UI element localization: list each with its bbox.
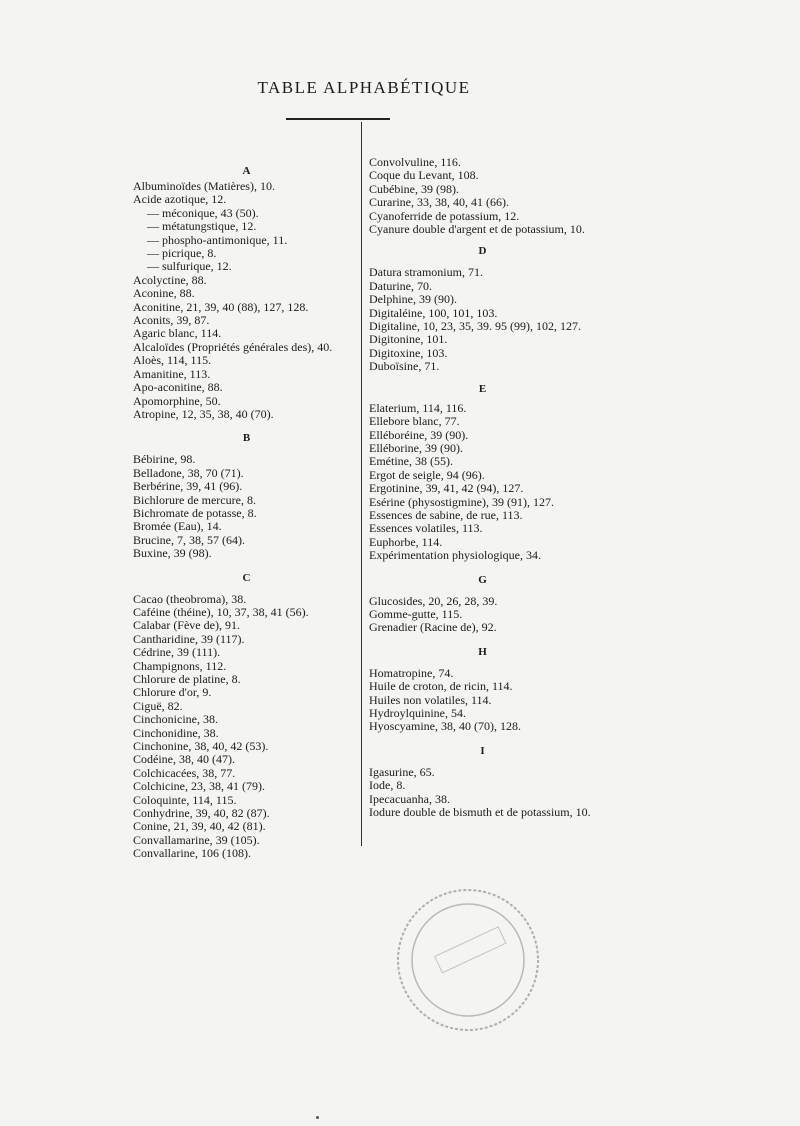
index-entry: Digitoxine, 103. bbox=[369, 345, 448, 360]
title-rule bbox=[286, 118, 390, 120]
index-entry: Cacao (theobroma), 38. bbox=[133, 591, 247, 606]
index-entry: Cyanoferride de potassium, 12. bbox=[369, 208, 520, 223]
index-entry: Cinchonine, 38, 40, 42 (53). bbox=[133, 739, 269, 754]
index-entry: Alcaloïdes (Propriétés générales des), 40. bbox=[133, 339, 333, 354]
index-entry: Convallarine, 106 (108). bbox=[133, 846, 251, 861]
index-entry: Grenadier (Racine de), 92. bbox=[369, 620, 497, 635]
index-entry: Colchicine, 23, 38, 41 (79). bbox=[133, 779, 265, 794]
column-divider bbox=[361, 122, 362, 846]
index-entry: Aloès, 114, 115. bbox=[133, 353, 212, 368]
index-entry: Ellebore blanc, 77. bbox=[369, 414, 460, 429]
index-entry: Brucine, 7, 38, 57 (64). bbox=[133, 532, 245, 547]
index-entry: Agaric blanc, 114. bbox=[133, 326, 222, 341]
index-entry: Amanitine, 113. bbox=[133, 366, 211, 381]
index-entry: Elléborine, 39 (90). bbox=[369, 440, 463, 455]
index-entry: Iode, 8. bbox=[369, 778, 406, 793]
index-entry: Datura stramonium, 71. bbox=[369, 265, 483, 280]
index-entry: Esérine (physostigmine), 39 (91), 127. bbox=[369, 494, 554, 509]
index-entry: Bichlorure de mercure, 8. bbox=[133, 492, 256, 507]
index-entry: Ipecacuanha, 38. bbox=[369, 791, 450, 806]
section-letter: C bbox=[242, 571, 252, 584]
index-entry: Homatropine, 74. bbox=[369, 665, 454, 680]
index-entry: Hyoscyamine, 38, 40 (70), 128. bbox=[369, 719, 521, 734]
section-letter: A bbox=[242, 165, 252, 177]
index-entry: Cantharidine, 39 (117). bbox=[133, 631, 245, 646]
index-entry: Aconitine, 21, 39, 40 (88), 127, 128. bbox=[133, 299, 309, 314]
index-entry: — phospho-antimonique, 11. bbox=[147, 232, 288, 247]
index-entry: Cinchonicine, 38. bbox=[133, 712, 218, 727]
index-entry: Gomme-gutte, 115. bbox=[369, 606, 463, 621]
index-entry: Coloquinte, 114, 115. bbox=[133, 792, 237, 807]
index-entry: Iodure double de bismuth et de potassium, 10. bbox=[369, 805, 591, 820]
index-entry: Convolvuline, 116. bbox=[369, 155, 461, 169]
index-entry: — méconique, 43 (50). bbox=[147, 205, 259, 220]
index-entry: — picrique, 8. bbox=[147, 246, 217, 261]
index-entry: Huile de croton, de ricin, 114. bbox=[369, 679, 513, 694]
section-letter: H bbox=[478, 645, 488, 658]
index-entry: Elaterium, 114, 116. bbox=[369, 400, 467, 415]
index-entry: Berbérine, 39, 41 (96). bbox=[133, 479, 243, 494]
index-entry: Buxine, 39 (98). bbox=[133, 546, 212, 561]
index-entry: Apo-aconitine, 88. bbox=[133, 380, 223, 395]
page-title: TABLE ALPHABÉTIQUE bbox=[257, 78, 471, 97]
index-entry: Albuminoïdes (Matières), 10. bbox=[133, 179, 275, 193]
index-entry: Daturine, 70. bbox=[369, 278, 432, 293]
index-entry: Elléboréine, 39 (90). bbox=[369, 427, 469, 442]
index-column-right bbox=[369, 148, 597, 819]
index-entry: Digitonine, 101. bbox=[369, 332, 448, 347]
index-entry: Curarine, 33, 38, 40, 41 (66). bbox=[369, 195, 509, 210]
index-entry: Glucosides, 20, 26, 28, 39. bbox=[369, 593, 498, 608]
index-entry: Conine, 21, 39, 40, 42 (81). bbox=[133, 819, 266, 834]
index-entry: Bromée (Eau), 14. bbox=[133, 519, 222, 534]
index-entry: Cyanure double d'argent et de potassium, 10. bbox=[369, 222, 585, 237]
index-entry: Acide azotique, 12. bbox=[133, 192, 227, 207]
index-entry: Aconits, 39, 87. bbox=[133, 313, 210, 328]
index-entry: Codéine, 38, 40 (47). bbox=[133, 752, 235, 767]
index-entry: — sulfurique, 12. bbox=[147, 259, 232, 274]
index-entry: Belladone, 38, 70 (71). bbox=[133, 465, 244, 480]
index-entry: Coque du Levant, 108. bbox=[369, 168, 479, 183]
index-entry: Huiles non volatiles, 114. bbox=[369, 692, 492, 707]
index-entry: Aconine, 88. bbox=[133, 286, 195, 301]
index-entry: Cinchonidine, 38. bbox=[133, 725, 219, 740]
index-entry: Colchicacées, 38, 77. bbox=[133, 765, 236, 780]
library-stamp bbox=[388, 880, 548, 1040]
index-entry: Hydroylquinine, 54. bbox=[369, 706, 466, 720]
index-entry: Cédrine, 39 (111). bbox=[133, 645, 221, 660]
index-entry: Acolyctine, 88. bbox=[133, 272, 207, 287]
index-entry: Delphine, 39 (90). bbox=[369, 292, 457, 307]
index-entry: Emétine, 38 (55). bbox=[369, 454, 453, 469]
index-entry: Duboïsine, 71. bbox=[369, 359, 440, 374]
index-entry: Ergot de seigle, 94 (96). bbox=[369, 467, 485, 482]
section-letter: I bbox=[480, 744, 486, 757]
index-column-left bbox=[133, 148, 361, 861]
index-entry: Ciguë, 82. bbox=[133, 698, 183, 713]
index-entry: Convallamarine, 39 (105). bbox=[133, 832, 260, 847]
index-entry: Cubébine, 39 (98). bbox=[369, 181, 459, 196]
index-entry: Atropine, 12, 35, 38, 40 (70). bbox=[133, 406, 274, 421]
index-entry: Igasurine, 65. bbox=[369, 764, 435, 779]
index-entry: Essences de sabine, de rue, 113. bbox=[369, 507, 523, 522]
index-entry: Calabar (Fève de), 91. bbox=[133, 618, 240, 633]
section-letter: E bbox=[478, 382, 488, 395]
index-entry: Digitaline, 10, 23, 35, 39. 95 (99), 102, 127. bbox=[369, 319, 581, 334]
index-entry: Chlorure d'or, 9. bbox=[133, 685, 212, 700]
index-entry: Bichromate de potasse, 8. bbox=[133, 505, 257, 520]
index-entry: Expérimentation physiologique, 34. bbox=[369, 548, 541, 563]
index-entry: Essences volatiles, 113. bbox=[369, 521, 483, 536]
index-entry: — métatungstique, 12. bbox=[147, 219, 257, 234]
index-entry: Apomorphine, 50. bbox=[133, 393, 221, 408]
index-entry: Champignons, 112. bbox=[133, 658, 227, 673]
section-letter: G bbox=[478, 573, 488, 586]
index-entry: Digitaléine, 100, 101, 103. bbox=[369, 305, 498, 320]
index-entry: Ergotinine, 39, 41, 42 (94), 127. bbox=[369, 481, 524, 496]
index-entry: Chlorure de platine, 8. bbox=[133, 672, 241, 686]
index-entry: Bébirine, 98. bbox=[133, 452, 196, 467]
page-speck bbox=[316, 1116, 319, 1119]
index-entry: Euphorbe, 114. bbox=[369, 534, 443, 549]
section-letter: B bbox=[242, 432, 252, 445]
section-letter: D bbox=[478, 245, 488, 258]
index-entry: Conhydrine, 39, 40, 82 (87). bbox=[133, 806, 270, 821]
index-entry: Caféine (théine), 10, 37, 38, 41 (56). bbox=[133, 604, 309, 619]
